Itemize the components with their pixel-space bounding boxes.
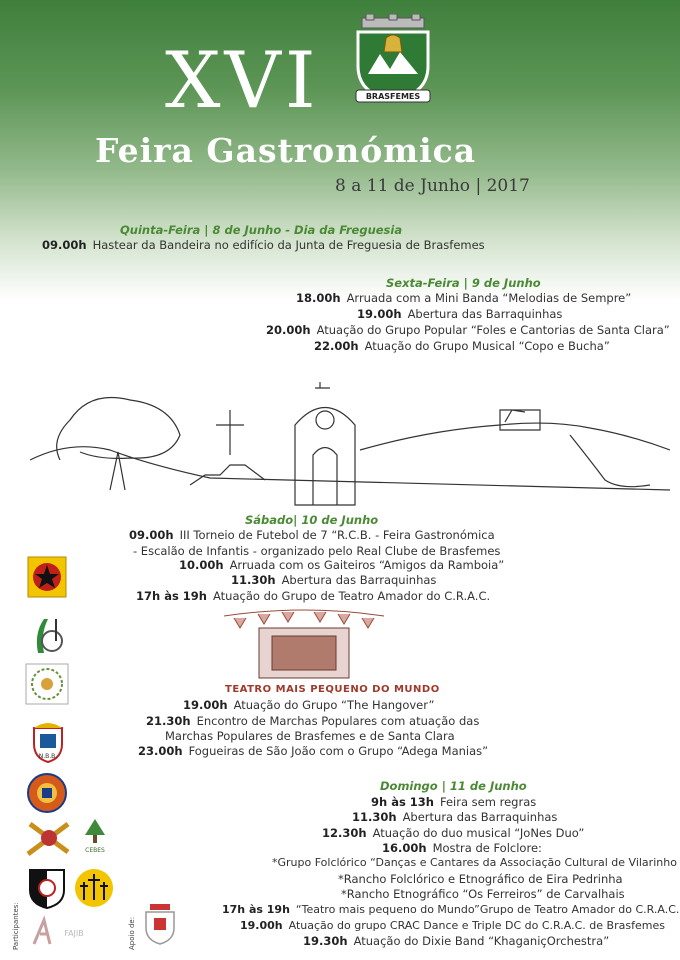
schedule-line: 22.00h Atuação do Grupo Musical “Copo e Bucha”	[314, 339, 610, 353]
sexta-heading: Sexta-Feira | 9 de Junho	[386, 276, 541, 290]
schedule-line: 19.00h Atuação do grupo CRAC Dance e Triple DC do C.R.A.C. de Brasfemes	[240, 919, 665, 932]
crossed-pipes-logo	[24, 818, 74, 858]
svg-text:CEBES: CEBES	[85, 847, 105, 854]
cebes-tree-logo	[80, 815, 110, 855]
star-club-logo	[27, 556, 67, 598]
schedule-line: 19.30h Atuação do Dixie Band “KhaganiçOrchestra”	[303, 934, 610, 948]
schedule-line: *Rancho Folclórico e Etnográfico de Eira Pedrinha	[338, 872, 623, 886]
schedule-line: 19.00h Abertura das Barraquinhas	[357, 307, 563, 321]
support-label: Apoio de:	[128, 916, 136, 950]
schedule-line: *Grupo Folclórico “Danças e Cantares da Associação Cultural de Vilarinho	[272, 856, 677, 869]
schedule-line: 17h às 19h Atuação do Grupo de Teatro Amador do C.R.A.C.	[136, 589, 491, 603]
schedule-line: 18.00h Arruada com a Mini Banda “Melodias de Sempre”	[296, 291, 632, 305]
theatre-illustration	[224, 604, 384, 682]
brasfemes-crest-logo	[350, 14, 436, 108]
schedule-line: 11.30h Abertura das Barraquinhas	[231, 573, 437, 587]
circle-emblem-logo	[25, 663, 69, 705]
schedule-line: 09.00h III Torneio de Futebol de 7 “R.C.B. - Feira Gastronómica	[129, 528, 495, 542]
domingo-heading: Domingo | 11 de Junho	[380, 779, 527, 793]
event-dates: 8 a 11 de Junho | 2017	[335, 176, 530, 196]
schedule-line: 9h às 13h Feira sem regras	[371, 795, 537, 809]
schedule-line: 11.30h Abertura das Barraquinhas	[352, 810, 558, 824]
schedule-line: 09.00h Hastear da Bandeira no edifício da Junta de Freguesia de Brasfemes	[42, 238, 485, 252]
music-band-logo	[30, 613, 70, 657]
schedule-line: 19.00h Atuação do Grupo “The Hangover”	[183, 698, 435, 712]
round-badge-logo	[26, 772, 68, 814]
schedule-line: 21.30h Encontro de Marchas Populares com atuação das	[146, 714, 480, 728]
schedule-line: 23.00h Fogueiras de São João com o Grupo “Adega Manias”	[138, 744, 489, 758]
schedule-line: *Rancho Etnográfico “Os Ferreiros” de Carvalhais	[341, 887, 625, 901]
participants-label: Participantes:	[12, 902, 20, 950]
fajib-logo	[30, 914, 110, 948]
nbb-shield-logo	[30, 718, 66, 764]
schedule-line: - Escalão de Infantis - organizado pelo Real Clube de Brasfemes	[133, 544, 501, 558]
municipality-crest-logo	[142, 902, 178, 946]
schedule-line: 16.00h Mostra de Folclore:	[382, 841, 542, 855]
schedule-line: 10.00h Arruada com os Gaiteiros “Amigos da Ramboia”	[179, 558, 505, 572]
svg-text:N.B.B.: N.B.B.	[38, 753, 58, 760]
village-landscape-illustration	[30, 380, 670, 510]
schedule-line: 20.00h Atuação do Grupo Popular “Foles e Cantorias de Santa Clara”	[266, 323, 670, 337]
rc-football-club-logo	[26, 866, 68, 910]
quinta-heading: Quinta-Feira | 8 de Junho - Dia da Freguesia	[120, 223, 403, 237]
sabado-heading: Sábado| 10 de Junho	[245, 513, 379, 527]
crest-label: BRASFEMES	[365, 92, 421, 101]
event-title: Feira Gastronómica	[95, 131, 477, 170]
theatre-label: TEATRO MAIS PEQUENO DO MUNDO	[225, 684, 440, 695]
schedule-line: Marchas Populares de Brasfemes e de Santa Clara	[165, 729, 455, 743]
schedule-line: 12.30h Atuação do duo musical “JoNes Duo”	[322, 826, 585, 840]
schedule-line: 17h às 19h “Teatro mais pequeno do Mundo”Grupo de Teatro Amador do C.R.A.C.	[222, 903, 680, 916]
svg-text:FAJIB: FAJIB	[64, 929, 84, 938]
edition-title: XVI	[165, 36, 320, 126]
three-crosses-logo	[74, 866, 114, 910]
